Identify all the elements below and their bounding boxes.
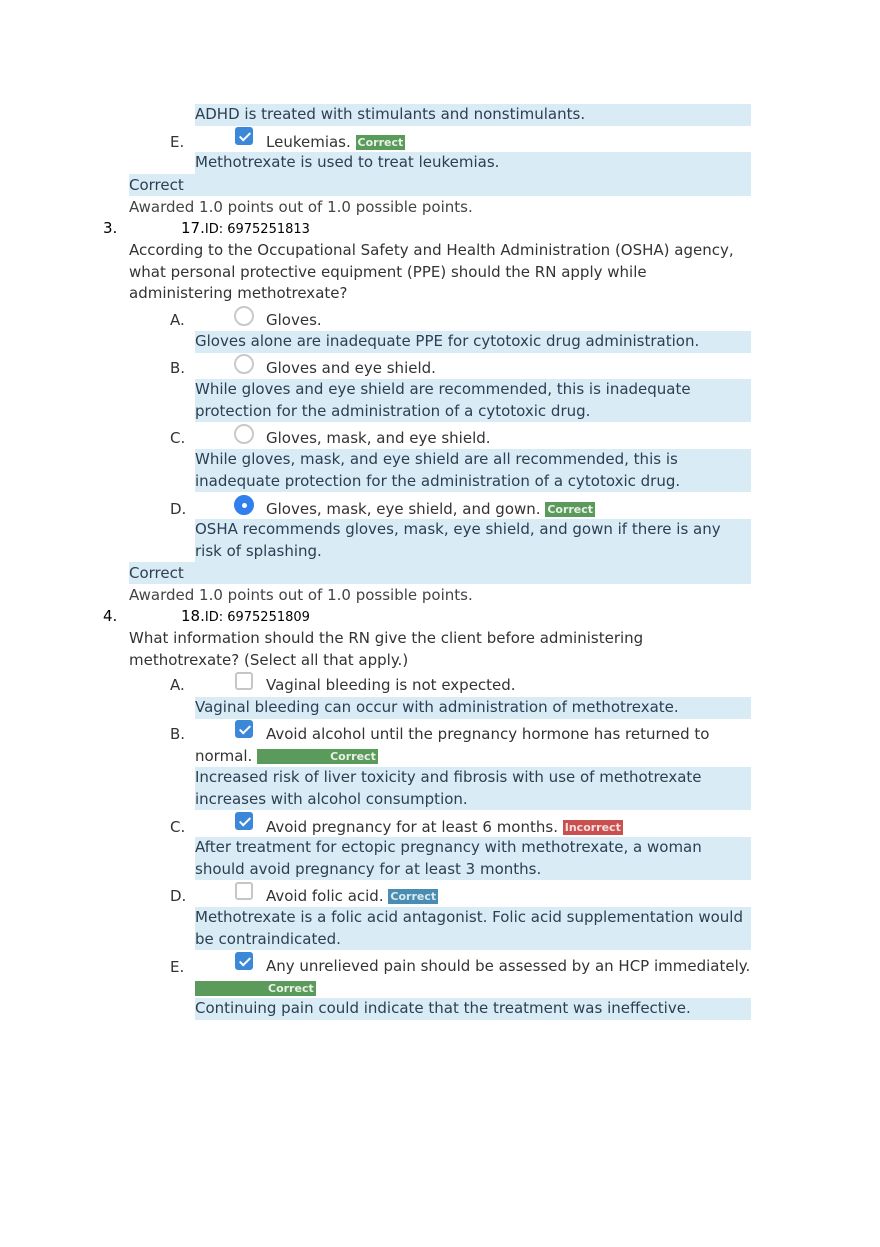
- question-stem: According to the Occupational Safety and Health Administration (OSHA) agency, what personal protective equipment (PPE) should the RN apply while administering methotrexate?: [129, 241, 734, 302]
- option-b-feedback: Increased risk of liver toxicity and fibrosis with use of methotrexate increases with alcohol consumption.: [195, 767, 751, 810]
- checkbox-unchecked-icon[interactable]: [235, 672, 253, 690]
- option-letter: D.: [170, 887, 187, 905]
- option-letter: D.: [170, 500, 187, 518]
- radio-unselected-icon[interactable]: [234, 354, 254, 374]
- option-e-label: Leukemias. Correct: [266, 133, 404, 151]
- correct-badge: Correct: [357, 136, 404, 149]
- question-result: Correct: [129, 562, 751, 584]
- option-letter: A.: [170, 311, 185, 329]
- option-d-feedback: ADHD is treated with stimulants and nonstimulants.: [195, 104, 751, 126]
- option-letter: B.: [170, 359, 186, 377]
- option-b-label: Gloves and eye shield.: [266, 359, 436, 377]
- checkbox-checked-icon[interactable]: [235, 127, 253, 145]
- option-a-label: Vaginal bleeding is not expected.: [266, 676, 516, 694]
- question-number: 17.ID: 6975251813: [181, 219, 310, 237]
- option-a-feedback: Vaginal bleeding can occur with administration of methotrexate.: [195, 697, 751, 719]
- option-d-label: Avoid folic acid. Correct: [266, 887, 437, 905]
- radio-selected-icon[interactable]: [234, 495, 254, 515]
- option-c-label: Gloves, mask, and eye shield.: [266, 429, 491, 447]
- option-letter: E.: [170, 133, 185, 151]
- awarded-points: Awarded 1.0 points out of 1.0 possible points.: [129, 198, 473, 216]
- correct-badge: Correct: [547, 503, 594, 516]
- question-id: ID: 6975251813: [204, 222, 310, 237]
- question-index: 4.: [103, 607, 118, 625]
- awarded-points: Awarded 1.0 points out of 1.0 possible points.: [129, 586, 473, 604]
- option-c-label: Avoid pregnancy for at least 6 months. Incorrect: [266, 818, 621, 836]
- question-id: ID: 6975251809: [204, 610, 310, 625]
- correct-badge: Correct: [257, 749, 378, 764]
- radio-unselected-icon[interactable]: [234, 306, 254, 326]
- option-letter: C.: [170, 818, 186, 836]
- option-letter: B.: [170, 725, 186, 743]
- option-d-feedback: OSHA recommends gloves, mask, eye shield, and gown if there is any risk of splashing.: [195, 519, 751, 562]
- option-b-label: Avoid alcohol until the pregnancy hormone has returned to normal. Correct: [195, 725, 710, 765]
- question-stem: What information should the RN give the client before administering methotrexate? (Select all that apply.): [129, 629, 644, 669]
- option-d-feedback: Methotrexate is a folic acid antagonist. Folic acid supplementation would be contraindicated.: [195, 907, 751, 950]
- option-e-feedback: Continuing pain could indicate that the treatment was ineffective.: [195, 998, 751, 1020]
- question-result: Correct: [129, 174, 751, 196]
- option-b-feedback: While gloves and eye shield are recommended, this is inadequate protection for the administration of a cytotoxic drug.: [195, 379, 751, 422]
- incorrect-badge: Incorrect: [564, 821, 621, 834]
- option-a-label: Gloves.: [266, 311, 322, 329]
- question-index: 3.: [103, 219, 118, 237]
- option-e-label: Any unrelieved pain should be assessed by an HCP immediately. Correct: [195, 956, 751, 999]
- checkbox-unchecked-icon[interactable]: [235, 882, 253, 900]
- option-letter: E.: [170, 958, 185, 976]
- option-a-feedback: Gloves alone are inadequate PPE for cytotoxic drug administration.: [195, 331, 751, 353]
- option-letter: C.: [170, 429, 186, 447]
- radio-unselected-icon[interactable]: [234, 424, 254, 444]
- option-c-feedback: While gloves, mask, and eye shield are all recommended, this is inadequate protection for the administration of a cytotoxic drug.: [195, 449, 751, 492]
- question-number: 18.ID: 6975251809: [181, 607, 310, 625]
- correct-badge: Correct: [195, 981, 316, 996]
- correct-badge: Correct: [390, 890, 437, 903]
- option-d-label: Gloves, mask, eye shield, and gown. Correct: [266, 500, 594, 518]
- option-e-feedback: Methotrexate is used to treat leukemias.: [195, 152, 751, 174]
- option-c-feedback: After treatment for ectopic pregnancy with methotrexate, a woman should avoid pregnancy for at least 3 months.: [195, 837, 751, 880]
- checkbox-checked-icon[interactable]: [235, 812, 253, 830]
- option-letter: A.: [170, 676, 185, 694]
